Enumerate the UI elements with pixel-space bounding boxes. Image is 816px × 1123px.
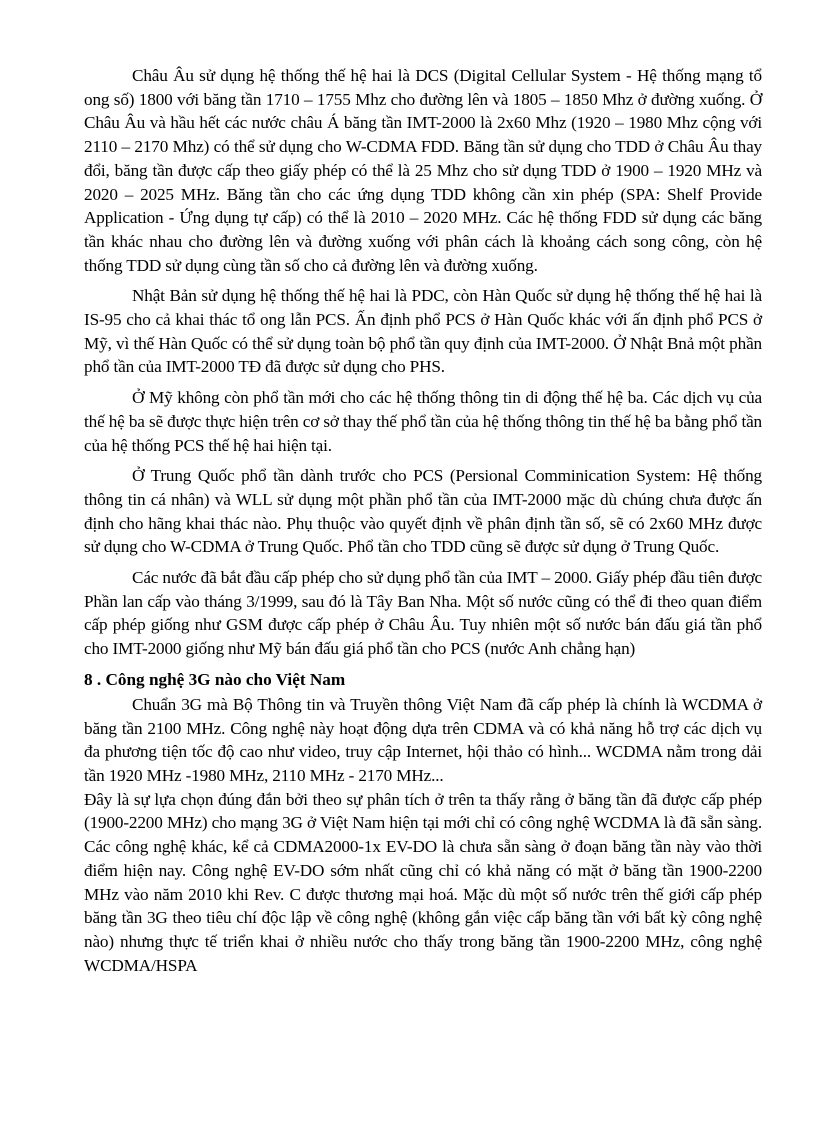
paragraph-china: Ở Trung Quốc phổ tần dành trước cho PCS (Persional Comminication System: Hệ thống thông tin cá nhân) và WLL sử dụng một phần phổ tần của IMT-2000 mặc dù chúng chưa được ấn định cho hãng khai thác nào. Phụ thuộc vào quyết định về phân định tần số, sẽ có 2x60 MHz được sử dụng cho W-CDMA ở Trung Quốc. Phổ tần cho TDD cũng sẽ được sử dụng ở Trung Quốc. (84, 466, 762, 557)
paragraph-vietnam-analysis: Đây là sự lựa chọn đúng đắn bởi theo sự phân tích ở trên ta thấy rằng ở băng tần đã được cấp phép (1900-2200 MHz) cho mạng 3G ở Việt Nam hiện tại mới chỉ có công nghệ WCDMA là đã sẵn sàng. Các công nghệ khác, kể cả CDMA2000-1x EV-DO là chưa sẵn sàng ở đoạn băng tần này vào thời điểm hiện nay. Công nghệ EV-DO sớm nhất cũng chỉ có khả năng có mặt ở băng tần 1900-2200 MHz vào năm 2010 khi Rev. C được thương mại hoá. Mặc dù một số nước trên thế giới cấp phép băng tần 3G theo tiêu chí độc lập về công nghệ (không gắn việc cấp băng tần với bất kỳ công nghệ nào) nhưng thực tế triển khai ở nhiều nước cho thấy trong băng tần 1900-2200 MHz, công nghệ WCDMA/HSPA (84, 789, 762, 975)
paragraph-usa: Ở Mỹ không còn phổ tần mới cho các hệ thống thông tin di động thế hệ ba. Các dịch vụ của thế hệ ba sẽ được thực hiện trên cơ sở thay thế phổ tần của hệ thống thông tin thế hệ ba bằng phổ tần của hệ thống PCS thế hệ hai hiện tại. (84, 388, 762, 455)
paragraph-europe-dcs: Châu Âu sử dụng hệ thống thế hệ hai là DCS (Digital Cellular System - Hệ thống mạng tổ ong số) 1800 với băng tần 1710 – 1755 Mhz cho đường lên và 1805 – 1850 Mhz ở đường xuống. Ở Châu Âu và hầu hết các nước châu Á băng tần IMT-2000 là 2x60 Mhz (1920 – 1980 Mhz cộng với 2110 – 2170 Mhz) có thể sử dụng cho W-CDMA FDD. Băng tần sử dụng cho TDD ở Châu Âu thay đổi, băng tần được cấp theo giấy phép có thể là 25 Mhz cho sử dụng TDD ở 1900 – 1920 MHz và 2020 – 2025 MHz. Băng tần cho các ứng dụng TDD không cần xin phép (SPA: Shelf Provide Application - Ứng dụng tự cấp) có thể là 2010 – 2020 MHz. Các hệ thống FDD sử dụng các băng tần khác nhau cho đường lên và đường xuống với phân cách là khoảng cách song công, còn hệ thống TDD sử dụng cùng tần số cho cả đường lên và đường xuống. (84, 66, 762, 275)
section-heading: 8 . Công nghệ 3G nào cho Việt Nam (84, 669, 346, 689)
paragraph-japan-korea: Nhật Bản sử dụng hệ thống thế hệ hai là PDC, còn Hàn Quốc sử dụng hệ thống thế hệ hai là IS-95 cho cả khai thác tổ ong lẫn PCS. Ấn định phổ PCS ở Hàn Quốc khác với ấn định phổ PCS ở Mỹ, vì thế Hàn Quốc có thể sử dụng toàn bộ phổ tần quy định của IMT-2000. Ở Nhật Bnả một phần phổ tần của IMT-2000 TĐ đã được sử dụng cho PHS. (84, 286, 762, 377)
paragraph-licensing: Các nước đã bắt đầu cấp phép cho sử dụng phổ tần của IMT – 2000. Giấy phép đầu tiên được Phần lan cấp vào tháng 3/1999, sau đó là Tây Ban Nha. Một số nước cũng có thể đi theo quan điểm cấp phép giống như GSM được cấp phép ở Châu Âu. Tuy nhiên một số nước bán đấu giá tần phổ cho IMT-2000 giống như Mỹ bán đấu giá phổ tần cho PCS (nước Anh chẳng hạn) (84, 568, 762, 659)
paragraph-vietnam-standard: Chuẩn 3G mà Bộ Thông tin và Truyền thông Việt Nam đã cấp phép là chính là WCDMA ở băng tần 2100 MHz. Công nghệ này hoạt động dựa trên CDMA và có khả năng hỗ trợ các dịch vụ đa phương tiện tốc độ cao như video, truy cập Internet, hội thảo có hình... WCDMA nằm trong dải tần 1920 MHz -1980 MHz, 2110 MHz - 2170 MHz... (84, 694, 762, 785)
